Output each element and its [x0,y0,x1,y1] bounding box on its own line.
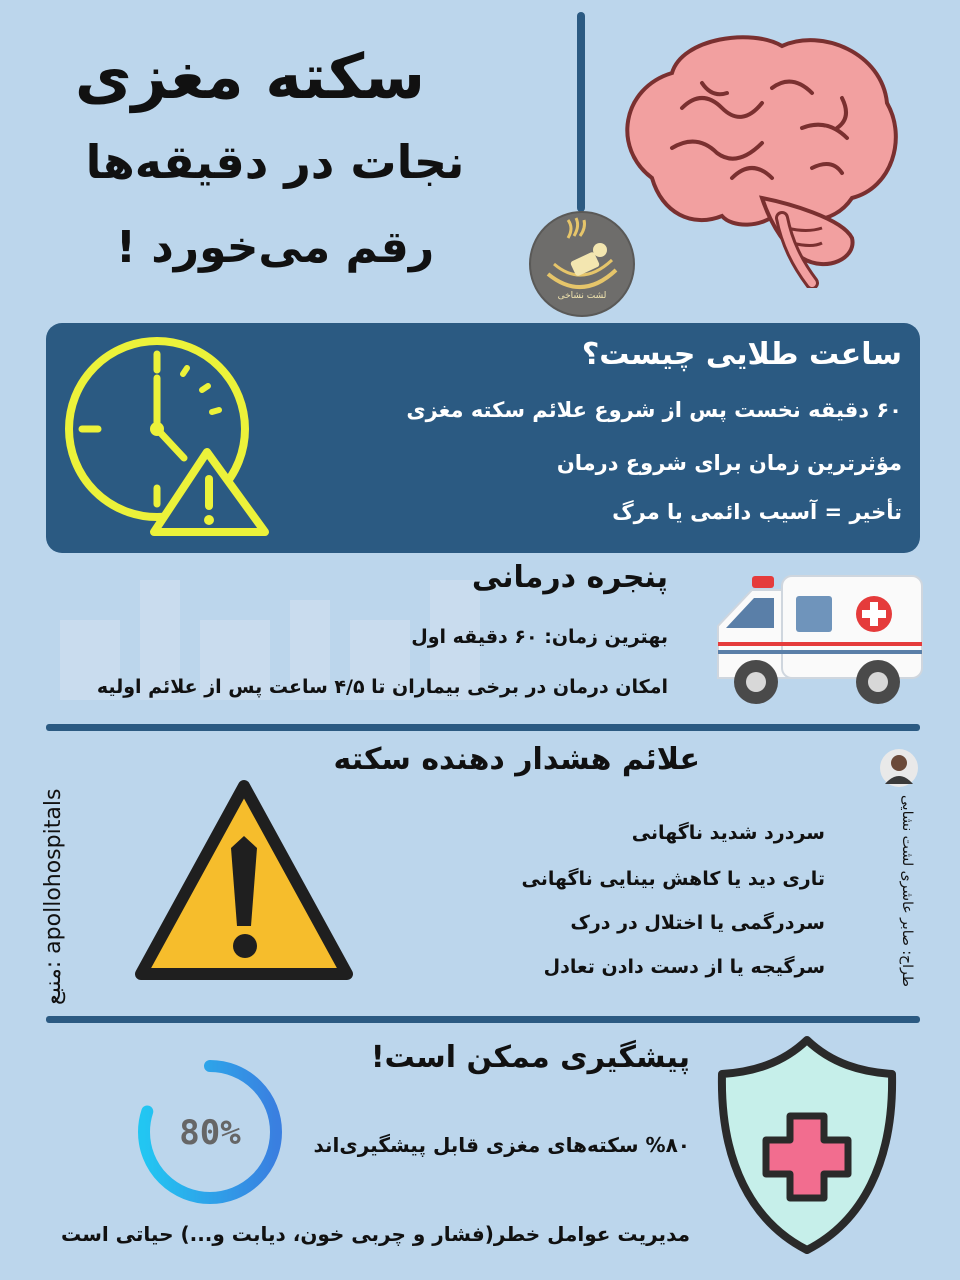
prevention-line: ٨٠% سکته‌های مغزی قابل پیشگیری‌اند [313,1133,690,1157]
golden-hour-line: مؤثرترین زمان برای شروع درمان [556,451,902,475]
treatment-window-line: بهترین زمان: ۶۰ دقیقه اول [411,626,668,648]
page-subtitle-line1: نجات در دقیقه‌ها [85,135,465,189]
gauge-label: 80% [179,1113,241,1153]
warning-item: سرگیجه یا از دست دادن تعادل [543,956,825,978]
page-subtitle-line2: رقم می‌خورد ! [115,222,435,273]
source-credit [22,760,72,1010]
clock-warning-icon [62,334,277,539]
prevention-line: مدیریت عوامل خطر(فشار و چربی خون، دیابت و...) حیاتی است [61,1222,690,1246]
header-divider [577,12,585,212]
avatar [879,748,919,788]
warning-item: سردرد شدید ناگهانی [631,822,825,844]
golden-hour-line: تأخیر = آسیب دائمی یا مرگ [612,500,902,524]
designer-credit [893,795,923,1010]
warning-item: تاری دید یا کاهش بینایی ناگهانی [521,868,825,890]
golden-hour-title: ساعت طلایی چیست؟ [581,337,902,372]
shield-cross-icon [712,1032,902,1258]
treatment-window-line: امکان درمان در برخی بیماران تا ۴/۵ ساعت پس از علائم اولیه [96,676,668,698]
golden-hour-line: ۶۰ دقیقه نخست پس از شروع علائم سکته مغزی [406,398,902,422]
designer-text: طراح: صابر عاشری لشت نشایی [899,795,915,987]
logo-text: لشت نشاخی [557,291,607,301]
warning-triangle-icon [133,778,355,988]
section-divider [46,1016,920,1023]
brain-icon [612,28,902,288]
prevention-title: پیشگیری ممکن است! [370,1040,690,1075]
percentage-gauge [130,1052,290,1212]
ambulance-icon [712,570,924,710]
treatment-window-title: پنجره درمانی [471,560,668,595]
warning-item: سردرگمی یا اختلال در درک [570,912,825,934]
page-title: سکته مغزی [74,40,426,113]
source-text: منبع: apollohospitals [41,788,66,1005]
section-divider [46,724,920,731]
warning-signs-title: علائم هشدار دهنده سکته [333,742,700,777]
